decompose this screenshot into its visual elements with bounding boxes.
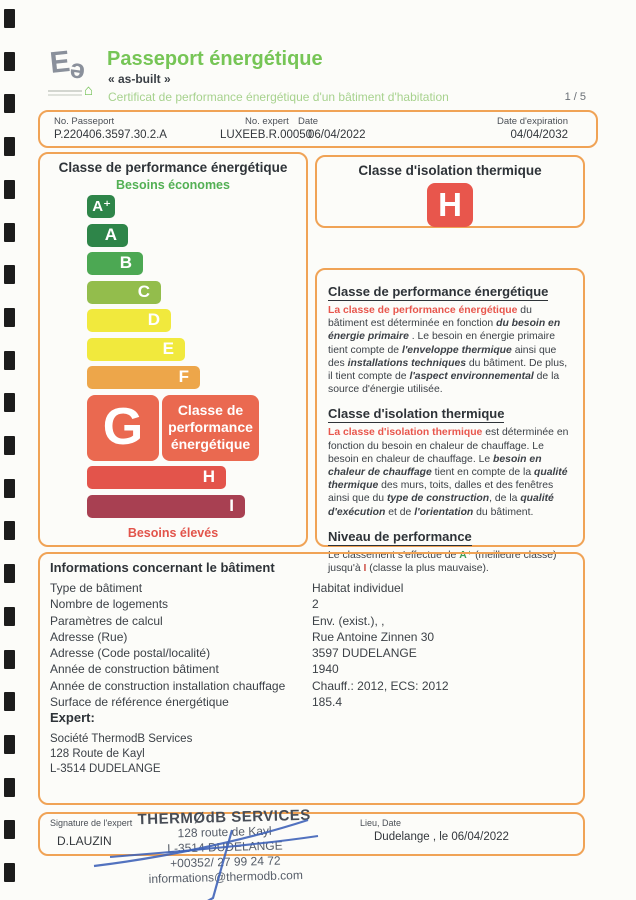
binder-hole <box>4 52 15 71</box>
explanation-heading-wrap <box>328 400 574 426</box>
binder-hole <box>4 521 15 540</box>
building-info-row <box>50 694 570 710</box>
company-stamp <box>119 807 331 887</box>
binder-hole <box>4 223 15 242</box>
building-info-title: Informations concernant le bâtiment <box>50 560 275 575</box>
stamp-line: L-3514 DUDELANGE <box>167 838 283 856</box>
binder-hole <box>4 778 15 797</box>
text-segment: du besoin en énergie primaire <box>328 318 561 343</box>
scale-bottom-label: Besoins élevés <box>127 526 219 540</box>
expert-address-line: 128 Route de Kayl <box>50 748 145 760</box>
house-icon: ⌂ <box>84 82 94 99</box>
info-row-value: 2 <box>312 597 319 612</box>
text-segment: est déterminée en fonction du besoin en chaleur de chauffage. Le besoin en chaleur de chauffage. Le <box>328 427 569 465</box>
energy-class-letter: B <box>119 253 132 272</box>
text-segment: Le classement s'effectue de <box>328 549 460 561</box>
signature-label: Signature de l'expert <box>50 818 133 828</box>
energy-performance-scale-box <box>38 152 308 547</box>
insulation-class-box <box>315 155 585 228</box>
text-segment: type de construction <box>386 493 490 505</box>
energy-class-bars <box>87 195 253 523</box>
insulation-class-badge: H <box>427 183 473 227</box>
date-label: Date <box>298 116 319 127</box>
energy-class-letter: A⁺ <box>92 198 111 215</box>
lieu-date-value: Dudelange , le 06/04/2022 <box>374 831 509 843</box>
no-passeport-label: No. Passeport <box>54 116 115 127</box>
info-row-label: Paramètres de calcul <box>50 613 163 628</box>
stamp-line: 128 route de Kayl <box>177 823 272 841</box>
explanation-heading-wrap <box>328 523 574 549</box>
text-segment: et de <box>385 506 415 518</box>
binder-hole <box>4 265 15 284</box>
binder-hole <box>4 351 15 370</box>
energy-class-bar-H <box>87 466 226 489</box>
info-row-label: Année de construction installation chauffage <box>50 678 286 693</box>
explanation-section <box>328 400 574 518</box>
building-info-row <box>50 596 570 612</box>
info-row-label: Type de bâtiment <box>50 581 143 595</box>
explanation-heading-wrap <box>328 278 574 304</box>
logo-letter-schwa: ə <box>68 53 88 85</box>
stamp-line: +00352/ 27 99 24 72 <box>169 853 281 871</box>
document-subtitle: « as-built » <box>108 72 171 86</box>
info-row-label: Adresse (Rue) <box>50 629 128 644</box>
expert-address-lines <box>50 732 192 777</box>
text-segment: installations techniques <box>347 357 467 369</box>
date-expiration-value: 04/04/2032 <box>510 129 568 141</box>
binder-hole <box>4 180 15 199</box>
energy-class-letter: E <box>162 338 174 358</box>
info-row-value: 3597 DUDELANGE <box>312 646 417 661</box>
expert-heading: Expert: <box>50 710 95 725</box>
explanations-box <box>315 268 585 575</box>
building-info-row <box>50 580 570 596</box>
binder-hole <box>4 607 15 626</box>
date-expiration-label: Date d'expiration <box>497 116 568 127</box>
highlight-label-line: Classe de <box>177 402 244 418</box>
text-segment: I <box>363 563 367 575</box>
lieu-date-label: Lieu, Date <box>360 818 402 828</box>
scale-title: Classe de performance énergétique <box>58 160 288 175</box>
scale-top-label: Besoins économes <box>116 178 230 192</box>
document-description: Certificat de performance énergétique d'un bâtiment d'habitation <box>108 90 449 104</box>
logo-letter-e: E <box>48 45 72 80</box>
date-value: 06/04/2022 <box>308 129 366 141</box>
passport-info-bar <box>38 110 598 148</box>
highlight-class-label <box>162 395 259 461</box>
energy-class-letter: F <box>178 367 189 386</box>
expert-name: D.LAUZIN <box>57 834 112 848</box>
document-title: Passeport énergétique <box>107 48 323 70</box>
energy-class-bar-B <box>87 252 143 275</box>
explanation-heading: Niveau de performance <box>328 528 472 544</box>
text-segment: l'aspect environnemental <box>409 371 534 383</box>
building-info-row <box>50 678 570 694</box>
binder-hole <box>4 137 15 156</box>
text-segment: des murs, toits, dalles et des fenêtres ainsi que du <box>328 480 554 505</box>
info-row-label: Année de construction bâtiment <box>50 662 219 677</box>
text-segment: La classe de performance énergétique <box>328 305 518 316</box>
text-segment: besoin en chaleur de chauffage <box>328 453 542 479</box>
binder-hole <box>4 9 15 28</box>
energy-class-bar-D <box>87 309 171 332</box>
no-passeport-value: P.220406.3597.30.2.A <box>54 129 167 141</box>
explanation-heading: Classe de performance énergétique <box>328 284 549 299</box>
binder-hole <box>4 820 15 839</box>
explanation-paragraph <box>328 304 574 396</box>
no-expert-label: No. expert <box>245 116 289 127</box>
explanation-sections <box>328 278 574 579</box>
building-info-rows <box>50 580 570 710</box>
logo-fine-print <box>48 90 82 97</box>
text-segment: (meilleure classe) jusqu'à <box>328 549 557 575</box>
info-row-value: 185.4 <box>312 695 343 710</box>
binder-hole <box>4 863 15 882</box>
stamp-line: informations@thermodb.com <box>148 867 304 887</box>
text-segment: qualité thermique <box>328 467 568 492</box>
text-segment: (classe la plus mauvaise). <box>366 563 489 575</box>
text-segment: du bâtiment. <box>473 506 534 518</box>
binder-hole <box>4 735 15 754</box>
energy-class-row-highlight <box>87 395 253 461</box>
binder-hole <box>4 564 15 583</box>
text-segment: du bâtiment est déterminée en fonction <box>328 305 532 330</box>
energy-class-bar-C <box>87 281 161 304</box>
explanation-paragraph <box>328 426 574 518</box>
text-segment: La classe d'isolation thermique <box>328 427 483 439</box>
info-row-value: Habitat individuel <box>312 581 404 595</box>
info-row-value: Env. (exist.), , <box>312 613 385 628</box>
explanation-section <box>328 278 574 396</box>
text-segment: A⁺ <box>459 549 473 561</box>
building-info-row <box>50 645 570 661</box>
binder-hole <box>4 436 15 455</box>
energy-class-letter: I <box>229 495 234 515</box>
info-row-label: Nombre de logements <box>50 597 169 612</box>
expert-address-line: L-3514 DUDELANGE <box>50 763 161 775</box>
text-segment: l'enveloppe thermique <box>401 344 512 356</box>
info-row-label: Surface de référence énergétique <box>50 695 229 710</box>
binder-hole <box>4 650 15 669</box>
binder-hole <box>4 692 15 711</box>
insulation-title: Classe d'isolation thermique <box>358 163 542 178</box>
energy-class-bar-A <box>87 224 128 247</box>
energy-class-bar-G: G <box>87 395 159 461</box>
no-expert-value: LUXEEB.R.00050 <box>220 129 313 141</box>
info-row-value: 1940 <box>312 662 339 677</box>
building-info-box <box>38 549 585 805</box>
info-row-value: Rue Antoine Zinnen 30 <box>312 629 435 644</box>
binder-hole <box>4 308 15 327</box>
energy-class-letter: C <box>137 281 150 301</box>
info-row-value: Chauff.: 2012, ECS: 2012 <box>312 678 449 693</box>
building-info-row <box>50 629 570 645</box>
expert-address-line: Société ThermodB Services <box>50 733 193 745</box>
energy-class-letter: H <box>202 467 215 486</box>
text-segment: qualité d'exécution <box>328 493 554 518</box>
explanation-heading: Classe d'isolation thermique <box>328 406 505 422</box>
info-row-label: Adresse (Code postal/localité) <box>50 646 211 661</box>
text-segment: tient en compte de la <box>431 467 534 479</box>
building-info-row <box>50 661 570 677</box>
text-segment: . Le besoin en énergie primaire tient compte de <box>328 331 555 356</box>
highlight-label-line: performance <box>168 419 253 435</box>
energy-class-bar-E <box>87 338 185 361</box>
energy-class-bar-F <box>87 366 200 389</box>
energy-passport-logo <box>48 44 106 104</box>
text-segment: de la source d'énergie utilisée. <box>328 371 560 396</box>
energy-class-letter: A <box>104 224 117 244</box>
stamp-line: THERMØdB SERVICES <box>137 806 312 829</box>
text-segment: du bâtiment. De plus, il tient compte de <box>328 357 568 383</box>
energy-class-bar-I <box>87 495 245 518</box>
text-segment: , de la <box>489 493 521 505</box>
binder-hole <box>4 94 15 113</box>
energy-class-bar-A⁺ <box>87 195 115 218</box>
highlight-label-line: énergétique <box>170 436 251 452</box>
binder-hole <box>4 393 15 412</box>
text-segment: ainsi que des <box>328 344 557 369</box>
page-indicator: 1 / 5 <box>564 91 586 103</box>
energy-class-letter: D <box>147 310 160 329</box>
text-segment: l'orientation <box>414 506 474 518</box>
building-info-row <box>50 613 570 629</box>
binder-hole <box>4 479 15 498</box>
